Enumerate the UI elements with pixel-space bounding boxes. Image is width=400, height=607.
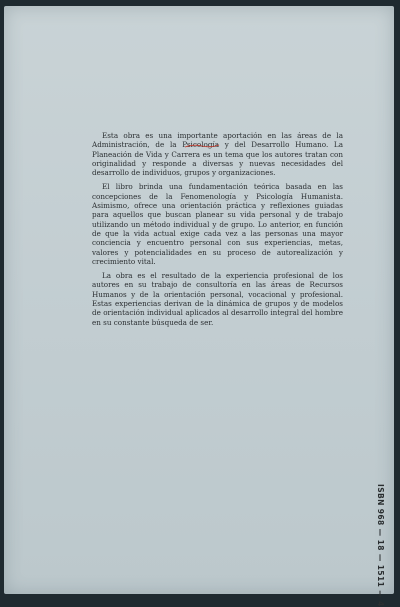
cover-blurb [92,131,343,332]
isbn-number: ISBN 968 — 18 — 1511 — 4 [376,484,385,607]
blurb-paragraph-2: El libro brinda una fundamentación teórica basada en las concepciones de la Fenomenología y Psicología Humanista. Asimismo, ofrece una orientación práctica y reflexiones guiadas para aquellos que buscan planear su vida personal y de trabajo utilizando un método individual y de grupo. Lo anterior, en función de que la vida actual exige cada vez a las personas una mayor conciencia y encuentro personal con sus experiencias, metas, valores y potencialidades en su proceso de autorealización y crecimiento vital. [92,182,343,266]
back-cover [4,6,394,607]
pen-mark [184,143,220,149]
blurb-paragraph-1: Esta obra es una importante aportación en las áreas de la Administración, de la Psicología y del Desarrollo Humano. La Planeación de Vida y Carrera es un tema que los autores tratan con originalidad y responde a diversas y nuevas necesidades del desarrollo de individuos, grupos y organizaciones. [92,131,343,178]
blurb-paragraph-3: La obra es el resultado de la experiencia profesional de los autores en su trabajo de consultoría en las áreas de Recursos Humanos y de la orientación personal, vocacional y profesional. Estas experiencias derivan de la dinámica de grupos y de modelos de orientación individual aplicados al desarrollo integral del hombre en su constante búsqueda de ser. [92,271,343,327]
